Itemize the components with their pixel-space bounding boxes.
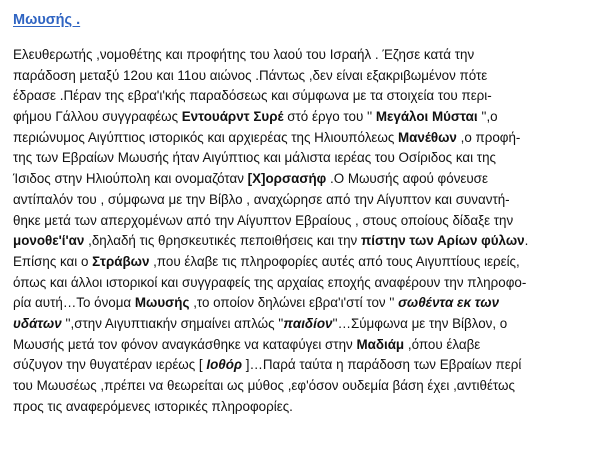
text-line [13, 335, 593, 356]
text-run: φήμου Γάλλου συγγραφέως [13, 109, 182, 125]
text-line [13, 169, 593, 190]
text-line [13, 252, 593, 273]
text-run: '',στην Αιγυπτιακήν σημαίνει απλώς '' [61, 315, 284, 331]
text-run: όπως και άλλοι ιστορικοί και συγγραφείς της αρχαίας εποχής αναφέρουν την πληροφο- [13, 274, 527, 290]
text-line [13, 355, 593, 376]
bold-term: [Χ]ορσασήφ [247, 171, 327, 187]
bold-term: Μαδιάμ [356, 336, 405, 352]
article-body [13, 45, 593, 417]
text-run: Ελευθερωτής ,νομοθέτης και προφήτης του λαού του Ισραήλ . Έζησε κατά την [13, 47, 475, 62]
text-run: . [524, 233, 529, 249]
text-run: προς τις αναφερόμενες ιστορικές πληροφορίες. [13, 398, 293, 414]
text-run: ,ο προφή- [456, 129, 521, 145]
text-line [13, 148, 593, 169]
text-run: της των Εβραίων Μωυσής ήταν Αιγύπτιος και μάλιστα ιερέας του Οσίριδος και της [13, 150, 496, 166]
text-run: παράδοση μεταξύ 12ου και 11ου αιώνος .Πάντως ,δεν είναι εξακριβωμένον πότε [13, 67, 488, 83]
text-line [13, 107, 593, 128]
text-line [13, 211, 593, 232]
text-run: '',ο [477, 109, 498, 125]
text-run: του Μωυσέως ,πρέπει να θεωρείται ως μύθος ,εφ'όσον ουδεμία βάση έχει ,αντιθέτως [13, 378, 515, 393]
text-run: ρία αυτή…Το όνομα [13, 295, 135, 311]
text-run: ''…Σύμφωνα με την Βίβλον, ο [332, 315, 508, 331]
text-run: ,όπου έλαβε [404, 336, 481, 352]
text-line [13, 397, 593, 418]
text-line [13, 45, 593, 66]
text-run: Μωυσής μετά τον φόνον αναγκάσθηκε να καταφύγει στην [13, 336, 357, 352]
text-line [13, 190, 593, 211]
text-run: .Ο Μωυσής αφού φόνευσε [326, 171, 488, 187]
text-run: στό έργο του '' [283, 109, 376, 125]
text-run: ,δηλαδή τις θρησκευτικές πεποιθήσεις και την [84, 233, 361, 249]
text-run: ,που έλαβε τις πληροφορίες αυτές από τους Αιγυπτίους ιερείς, [149, 253, 520, 269]
text-run: αντίπαλόν του , σύμφωνα με την Βίβλο , αναχώρησε από την Αίγυπτον και συναντή- [13, 191, 510, 207]
bold-term: Μωυσής [134, 295, 190, 311]
text-run: έδρασε .Πέραν της εβρα'ι'κής παραδόσεως και σύμφωνα με τα στοιχεία του περι- [13, 88, 492, 104]
text-line [13, 128, 593, 149]
text-run: περιώνυμος Αιγύπτιος ιστορικός και αρχιερέας της Ηλιουπόλεως [13, 129, 398, 145]
text-run: θηκε μετά των απερχομένων από την Αίγυπτον Εβραίους , στους οποίους δίδαξε την [13, 212, 514, 228]
page-title: Μωυσής . [13, 12, 81, 28]
text-run: Ίσιδος στην Ηλιούπολη και ονομαζόταν [13, 171, 248, 187]
text-line [13, 273, 593, 294]
text-line [13, 86, 593, 107]
bold-italic-term: υδάτων [13, 315, 62, 331]
bold-term: μονοθε'ί'αν [13, 233, 85, 249]
bold-italic-term: Ιοθόρ [206, 357, 243, 373]
bold-term: Μεγάλοι Μύσται [375, 109, 478, 125]
bold-italic-term: σωθέντα εκ των [398, 295, 500, 311]
bold-term: Μανέθων [398, 129, 457, 145]
text-run: ]…Παρά ταύτα η παράδοση των Εβραίων περί [242, 357, 522, 373]
bold-italic-term: παιδίον [283, 315, 333, 331]
text-line [13, 293, 593, 314]
text-run: ,το οποίον δηλώνει εβρα'ι'στί τον '' [189, 295, 399, 311]
text-line [13, 231, 593, 252]
bold-term: πίστην των Αρίων φύλων [360, 233, 525, 249]
bold-term: Στράβων [92, 253, 150, 269]
text-run: Επίσης και ο [13, 253, 93, 269]
text-line [13, 66, 593, 87]
text-run: σύζυγον την θυγατέραν ιερέως [ [13, 357, 207, 373]
text-line [13, 376, 593, 397]
bold-term: Εντουάρντ Συρέ [181, 109, 284, 125]
text-line [13, 314, 593, 335]
